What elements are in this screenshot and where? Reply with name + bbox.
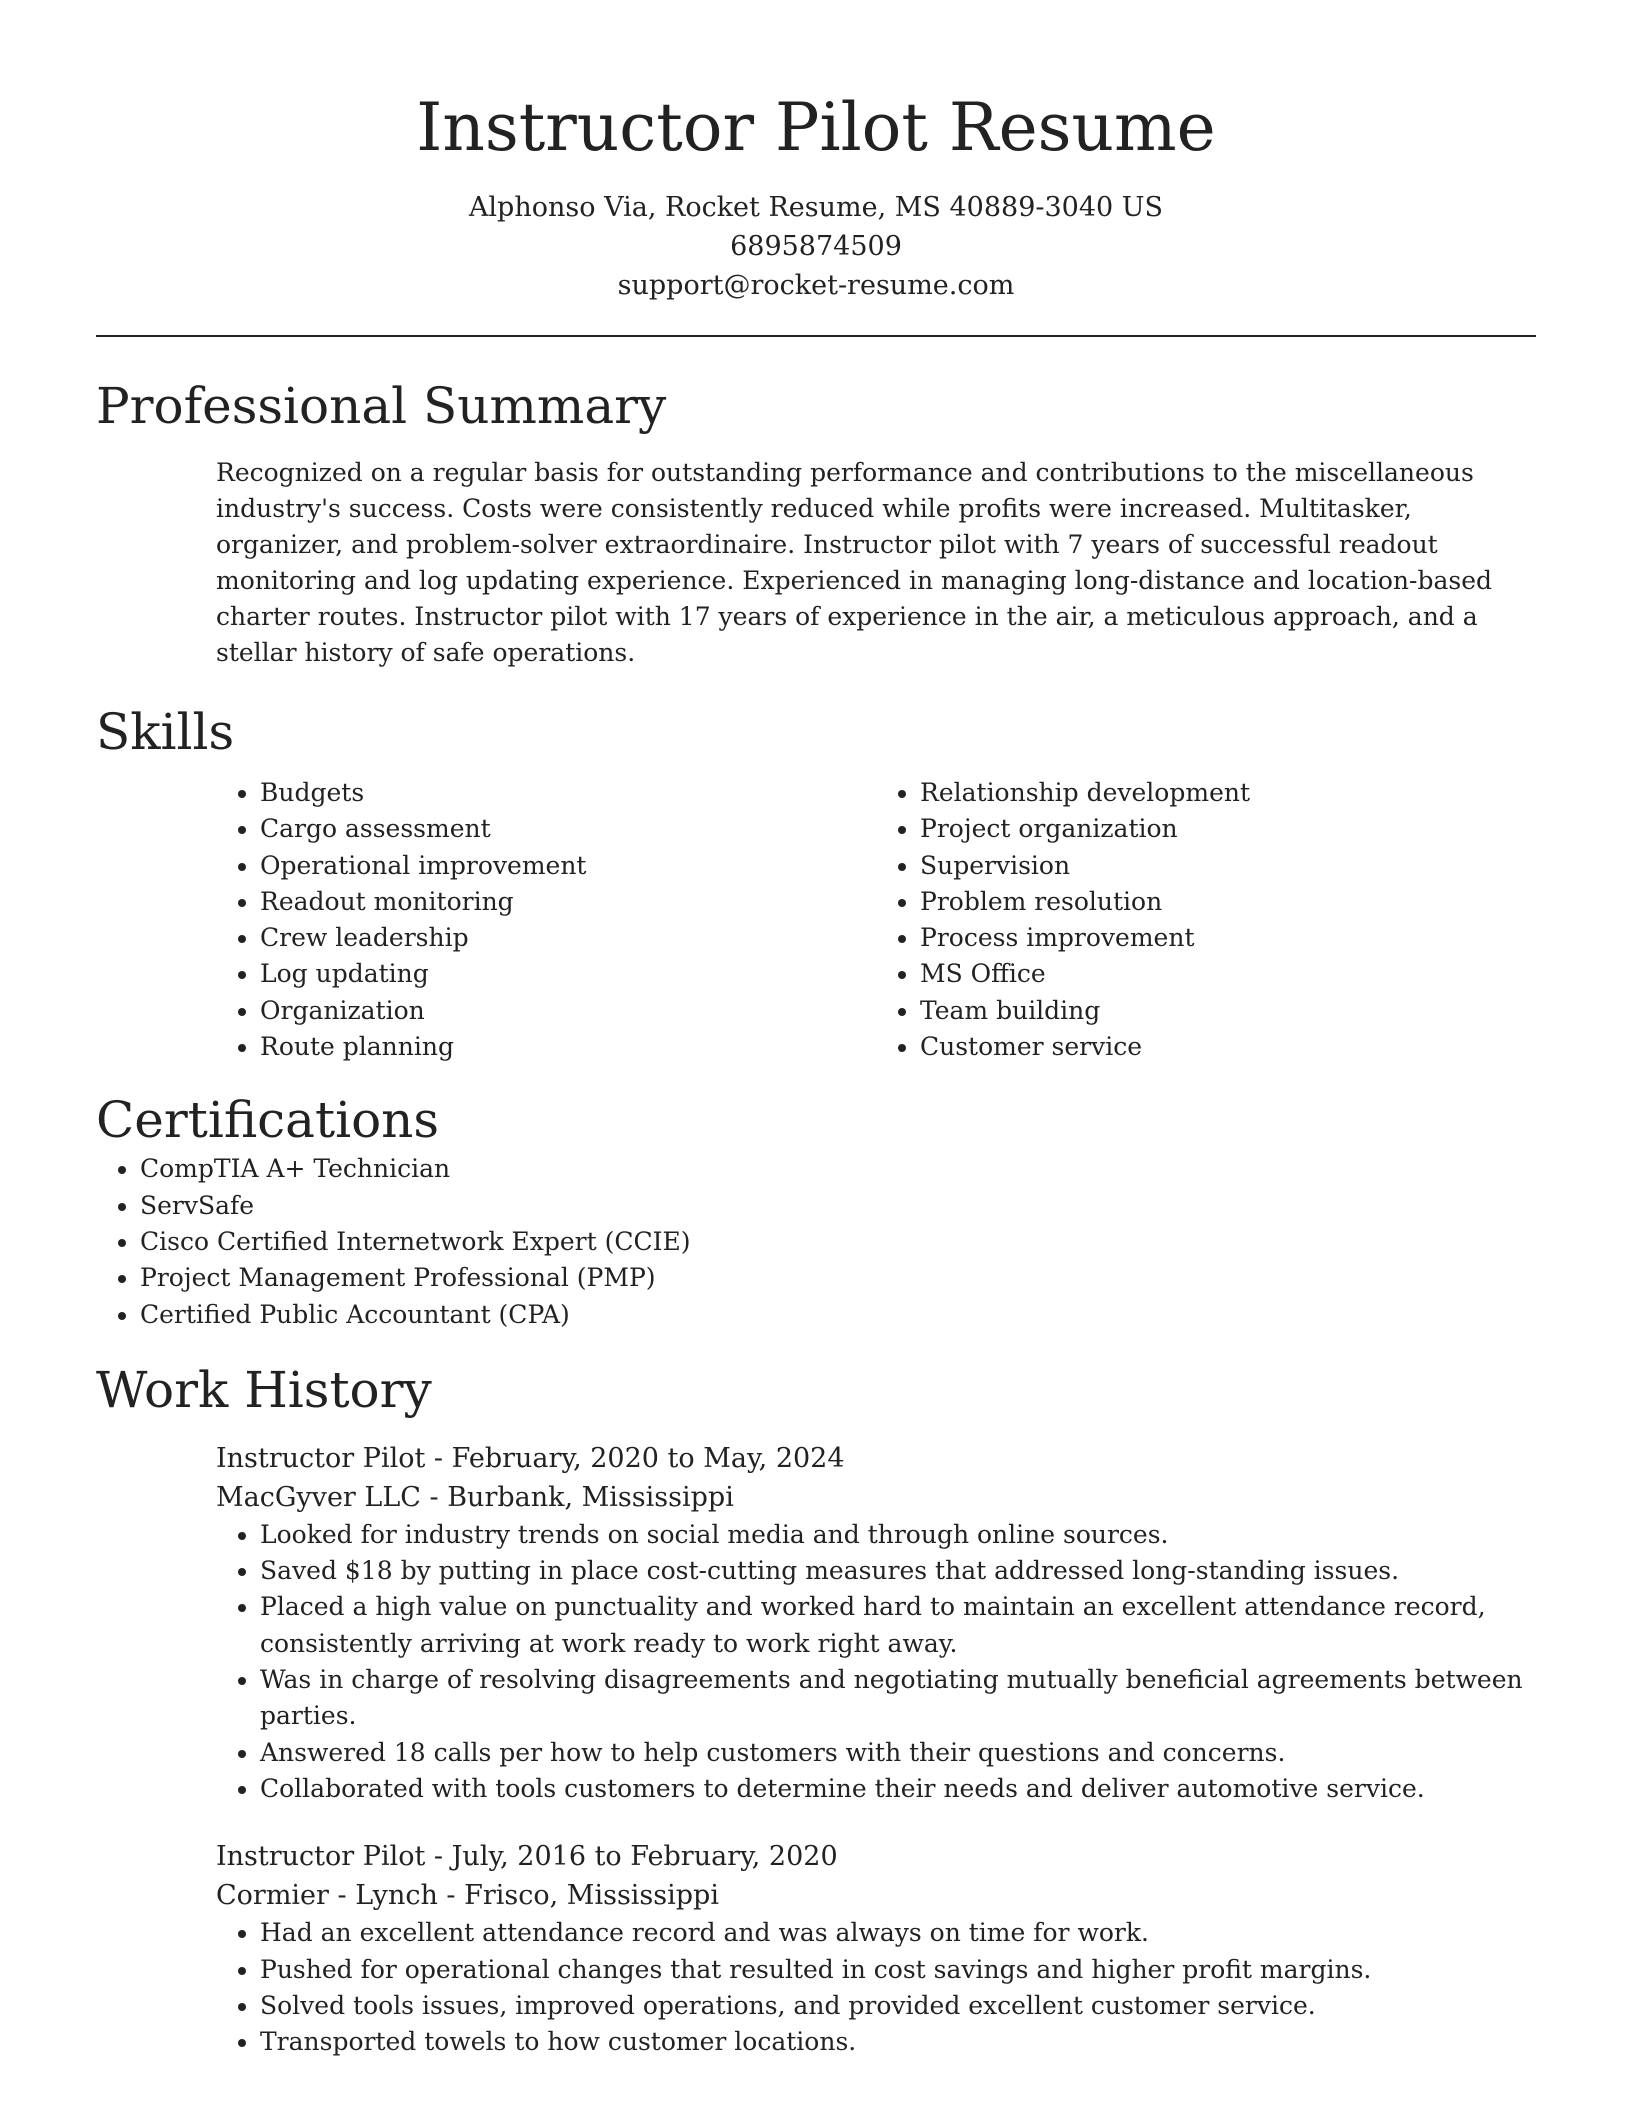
- skills-columns: [216, 775, 1536, 1065]
- certification-item: • CompTIA A+ Technician: [140, 1151, 1536, 1187]
- summary-paragraph: Recognized on a regular basis for outstanding performance and contributions to the miscellaneous industry's success. Costs were consistently reduced while profits were increased. Multitasker, organizer, and problem-solver extraordinaire. Instructor pilot with 7 years of successful readout monitoring and log updating experience. Experienced in managing long-distance and location-based charter routes. Instructor pilot with 17 years of experience in the air, a meticulous approach, and a stellar history of safe operations.: [216, 458, 1492, 667]
- job-entry: [216, 1837, 1536, 2060]
- section-heading-work-history: Work History: [96, 1360, 432, 1419]
- job-company-line: MacGyver LLC - Burbank, Mississippi: [216, 1481, 734, 1513]
- certification-item: • Certified Public Accountant (CPA): [140, 1297, 1536, 1333]
- skill-item: • Crew leadership: [260, 920, 876, 956]
- skill-item: • Operational improvement: [260, 848, 876, 884]
- skill-item: • MS Office: [920, 956, 1536, 992]
- section-heading-skills: Skills: [96, 703, 235, 761]
- job-bullet: • Was in charge of resolving disagreements and negotiating mutually beneficial agreements between parties.: [260, 1662, 1536, 1735]
- skills-list-right: [876, 775, 1536, 1065]
- section-heading-summary: Professional Summary: [96, 377, 667, 435]
- resume-page: [96, 0, 1536, 2060]
- header-divider: [96, 335, 1536, 337]
- skill-item: • Budgets: [260, 775, 876, 811]
- job-bullets: [216, 1915, 1536, 2060]
- contact-address: Alphonso Via, Rocket Resume, MS 40889-3040 US: [468, 192, 1164, 223]
- job-bullet: • Answered 18 calls per how to help customers with their questions and concerns.: [260, 1735, 1536, 1771]
- skill-item: • Problem resolution: [920, 884, 1536, 920]
- skill-item: • Team building: [920, 993, 1536, 1029]
- job-company-line: Cormier - Lynch - Frisco, Mississippi: [216, 1880, 719, 1912]
- skill-item: • Log updating: [260, 956, 876, 992]
- certifications-section: [96, 1089, 1536, 1332]
- job-bullet: • Solved tools issues, improved operations, and provided excellent customer service.: [260, 1988, 1536, 2024]
- job-bullet: • Pushed for operational changes that resulted in cost savings and higher profit margins.: [260, 1952, 1536, 1988]
- skill-item: • Readout monitoring: [260, 884, 876, 920]
- job-bullet: • Looked for industry trends on social media and through online sources.: [260, 1517, 1536, 1553]
- work-history-section: [96, 1359, 1536, 2061]
- job-bullet: • Had an excellent attendance record and was always on time for work.: [260, 1915, 1536, 1951]
- job-title-line: Instructor Pilot - July, 2016 to February, 2020: [216, 1841, 838, 1873]
- section-heading-certifications: Certifications: [96, 1091, 440, 1150]
- resume-title: Instructor Pilot Resume: [416, 89, 1216, 166]
- skills-section: [96, 701, 1536, 1065]
- skill-item: • Customer service: [920, 1029, 1536, 1065]
- job-bullet: • Placed a high value on punctuality and worked hard to maintain an excellent attendance record, consistently arriving at work ready to work right away.: [260, 1589, 1536, 1662]
- contact-email: support@rocket-resume.com: [617, 270, 1015, 301]
- certifications-list: [96, 1151, 1536, 1332]
- skill-item: • Cargo assessment: [260, 811, 876, 847]
- skill-item: • Relationship development: [920, 775, 1536, 811]
- certification-item: • Cisco Certified Internetwork Expert (CCIE): [140, 1224, 1536, 1260]
- job-bullet: • Saved $18 by putting in place cost-cutting measures that addressed long-standing issues.: [260, 1553, 1536, 1589]
- skill-item: • Project organization: [920, 811, 1536, 847]
- job-bullets: [216, 1517, 1536, 1807]
- skill-item: • Route planning: [260, 1029, 876, 1065]
- professional-summary-section: [96, 375, 1536, 671]
- skill-item: • Organization: [260, 993, 876, 1029]
- contact-block: [96, 188, 1536, 305]
- skills-list-left: [216, 775, 876, 1065]
- job-title-line: Instructor Pilot - February, 2020 to May, 2024: [216, 1442, 845, 1474]
- job-bullet: • Transported towels to how customer locations.: [260, 2024, 1536, 2060]
- contact-phone: 6895874509: [730, 231, 902, 262]
- certification-item: • ServSafe: [140, 1188, 1536, 1224]
- skill-item: • Process improvement: [920, 920, 1536, 956]
- job-entry: [216, 1439, 1536, 1807]
- job-bullet: • Collaborated with tools customers to determine their needs and deliver automotive service.: [260, 1771, 1536, 1807]
- skill-item: • Supervision: [920, 848, 1536, 884]
- certification-item: • Project Management Professional (PMP): [140, 1260, 1536, 1296]
